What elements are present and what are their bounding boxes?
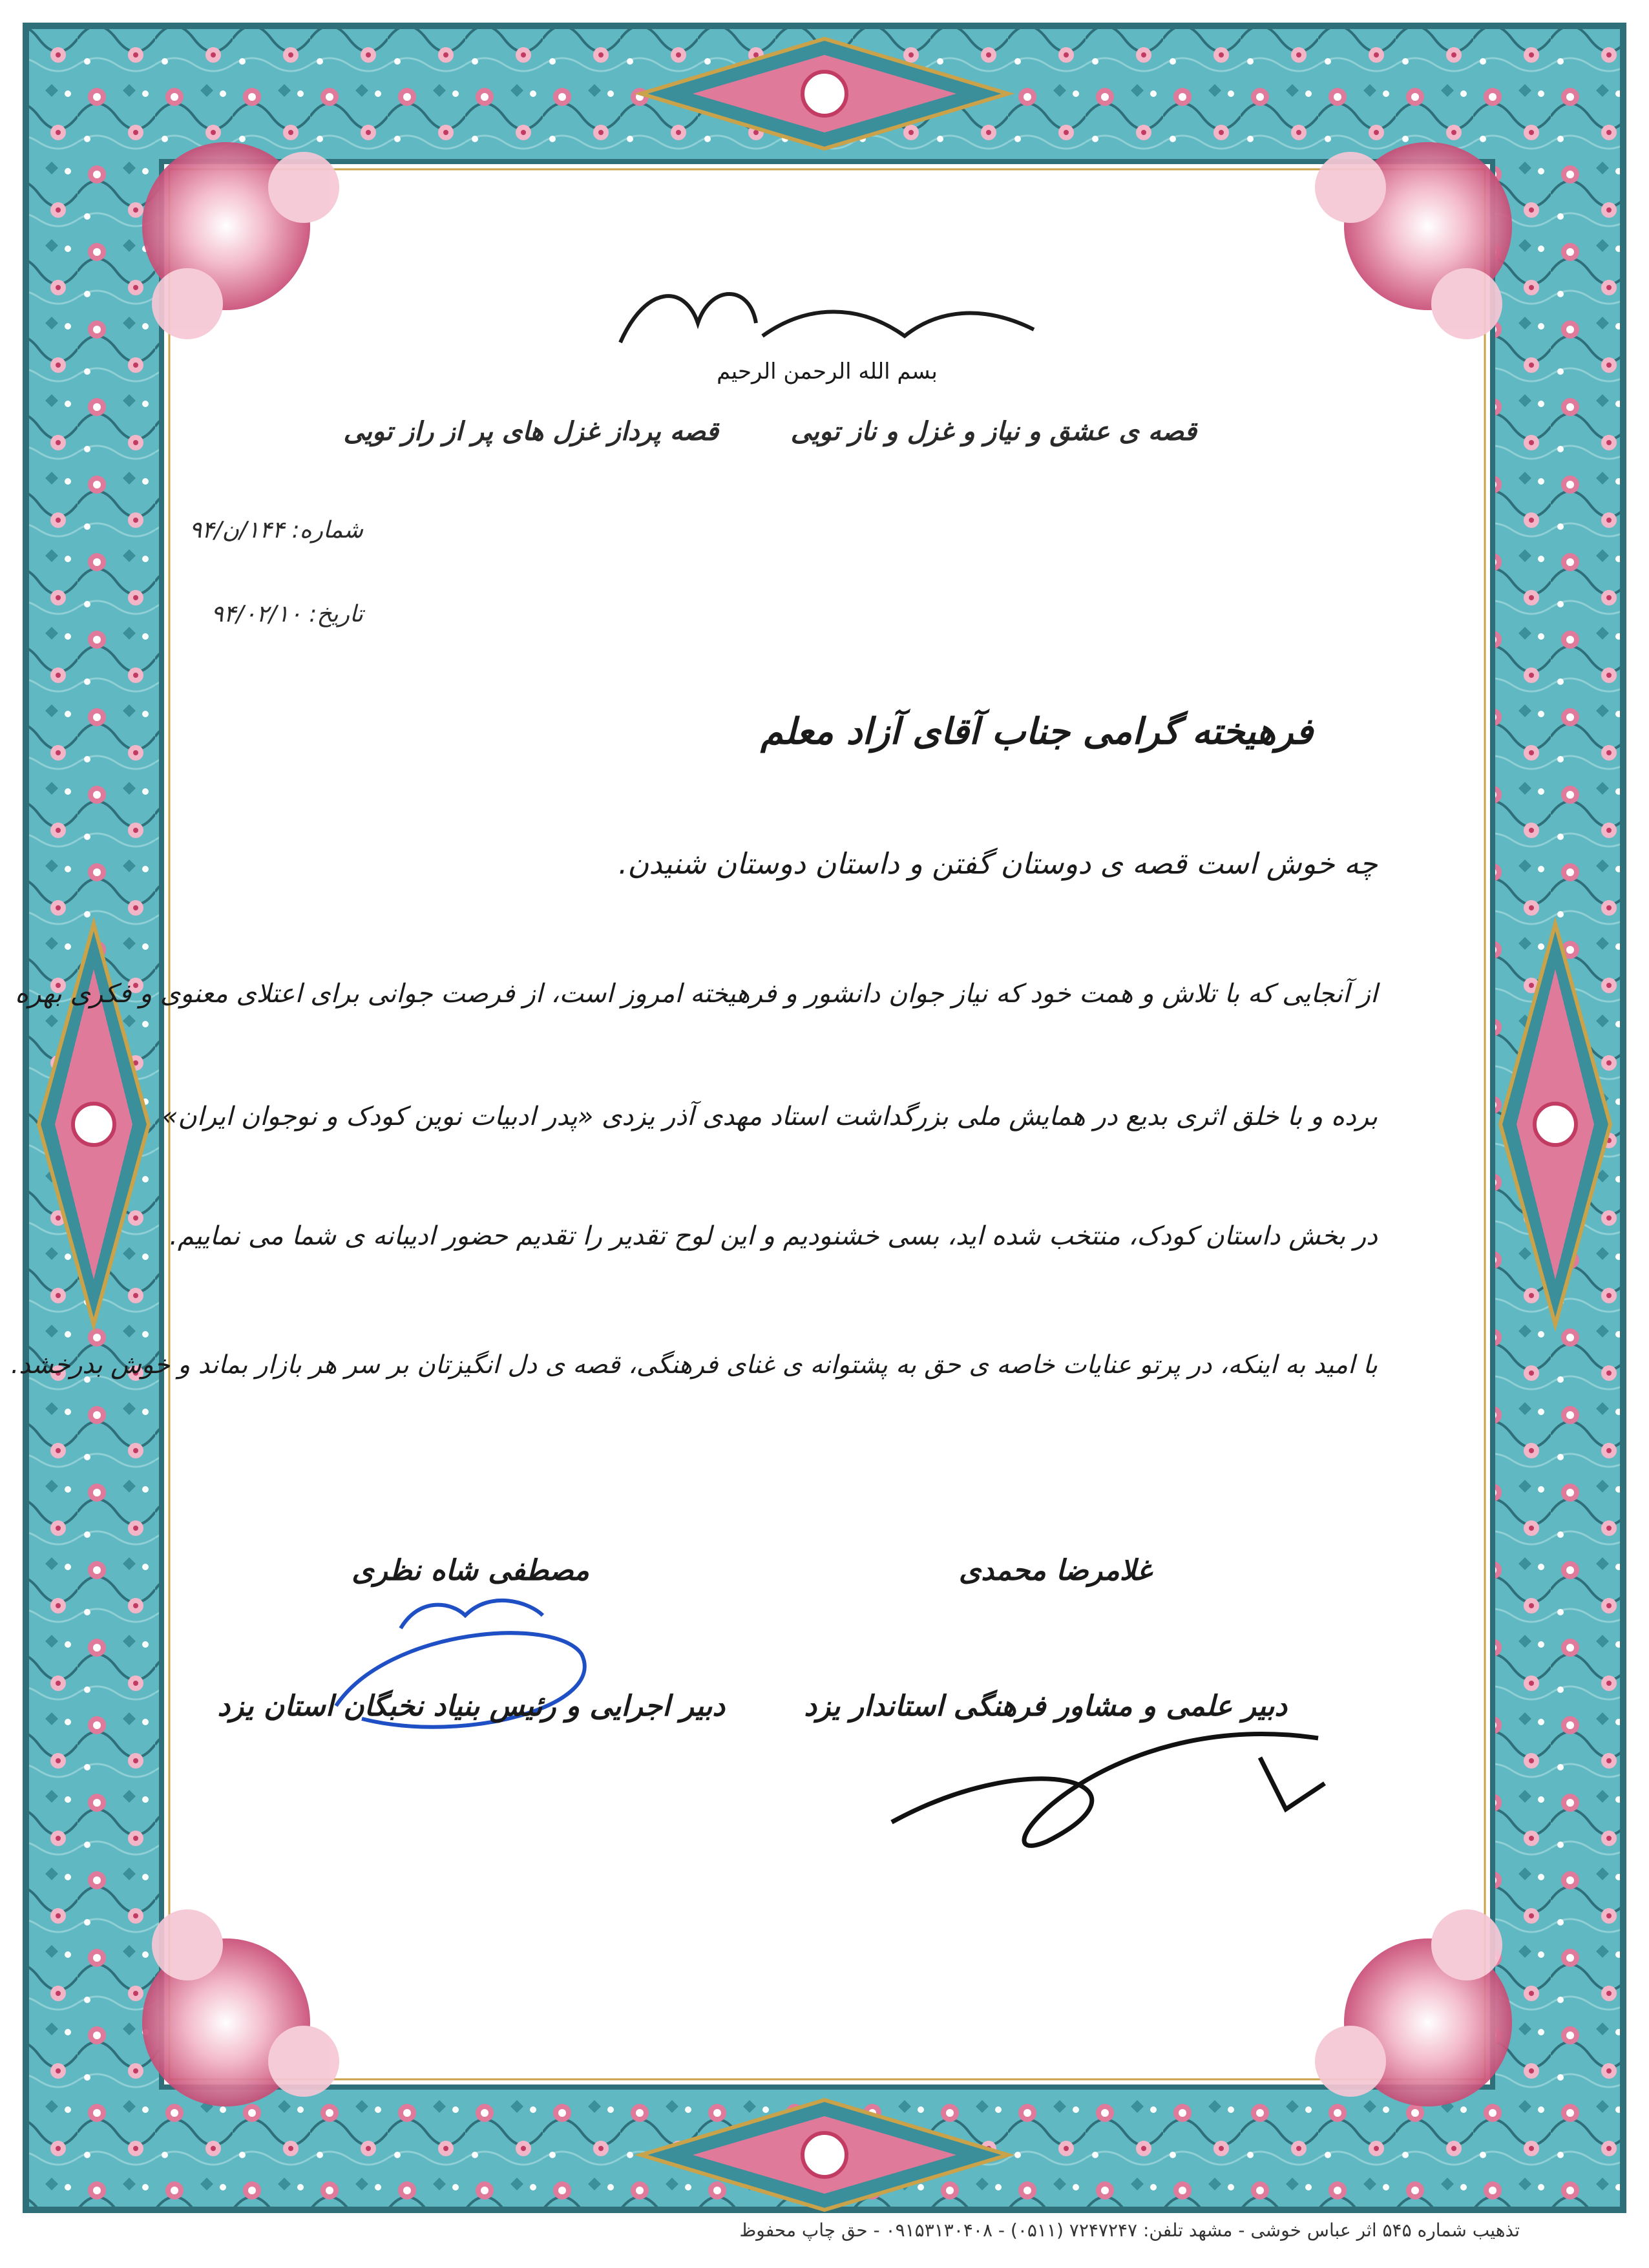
document-number: شماره: ۱۴۴/ن/۹۴ [189,517,363,543]
bismillah-calligraphy [620,294,1034,342]
body-line-2: از آنجایی که با تلاش و همت خود که نیاز جوان دانشور و فرهیخته امروز است، از فرصت جوانی برای اعتلای معنوی و فکری بهره [15,979,1378,1009]
body-line-4: در بخش داستان کودک، منتخب شده اید، بسی خشنودیم و این لوح تقدیر را تقدیم حضور ادیبانه ی شما می نماییم. [169,1221,1378,1251]
header-right-title: قصه ی عشق و نیاز و غزل و ناز تویی [790,417,1197,446]
body-line-5: با امید به اینکه، در پرتو عنایات خاصه ی حق به پشتوانه ی غنای فرهنگی، قصه ی دل انگیزتان بر سر هر بازار بماند و خوش بدرخشد. [10,1350,1378,1380]
recipient-address: فرهیخته گرامی جناب آقای آزاد معلم [761,711,1313,753]
document-date: تاریخ: ۹۴/۰۲/۱۰ [211,601,363,627]
body-line-3: برده و با خلق اثری بدیع در همایش ملی بزرگداشت استاد مهدی آذر یزدی «پدر ادبیات نوین کودک و نوجوان ایران» [162,1102,1378,1131]
signer-right-title: دبیر علمی و مشاور فرهنگی استاندار یزد [804,1690,1287,1723]
bismillah: بسم الله الرحمن الرحیم [717,359,938,384]
signature-right [892,1734,1325,1846]
footer-credit: تذهیب شماره ۵۴۵ اثر عباس خوشی - مشهد تلفن: ۷۲۴۷۲۴۷ (۰۵۱۱) - ۰۹۱۵۳۱۳۰۴۰۸ - حق چاپ محفوظ [739,2220,1520,2241]
body-line-1: چه خوش است قصه ی دوستان گفتن و داستان دوستان شنیدن. [618,846,1378,881]
signer-left-name: مصطفی شاه نظری [352,1554,589,1587]
signer-right-name: غلامرضا محمدی [958,1554,1151,1587]
header-left-title: قصه پرداز غزل های پر از راز تویی [343,417,719,446]
signer-left-title: دبیر اجرایی و رئیس بنیاد نخبگان استان یزد [217,1690,725,1723]
